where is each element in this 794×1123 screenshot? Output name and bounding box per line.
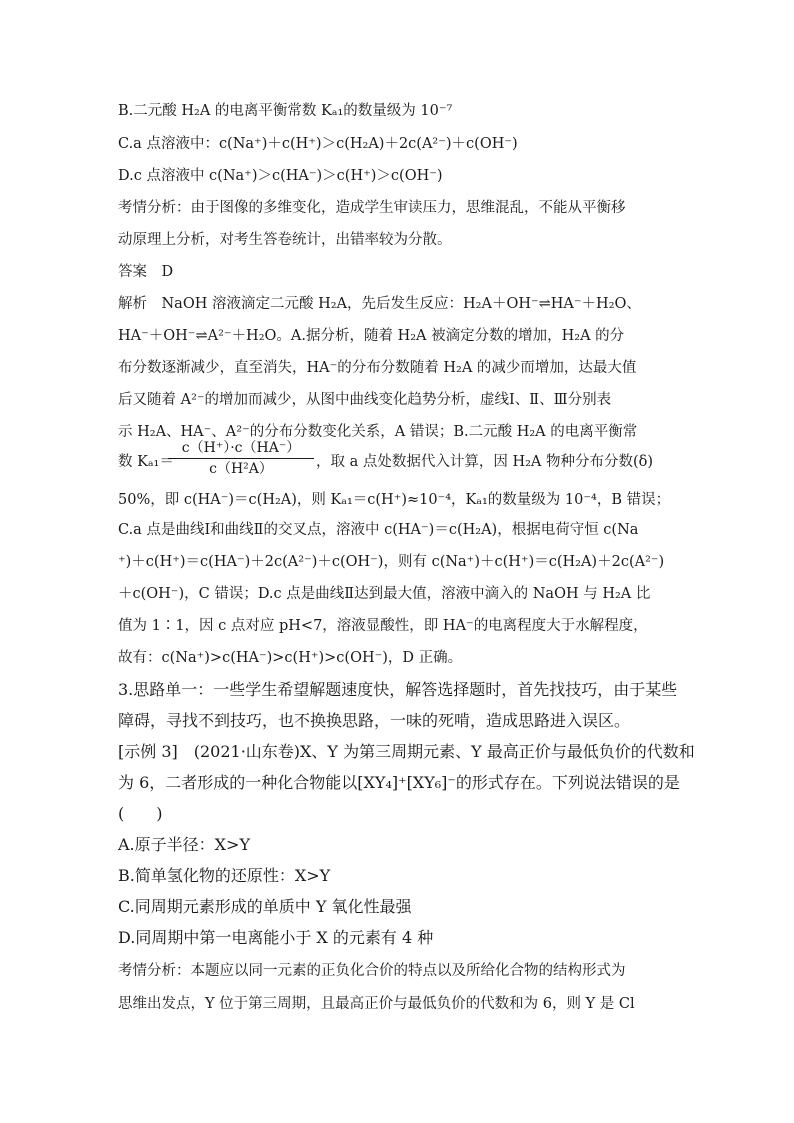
option-b-line: B.二元酸 H₂A 的电离平衡常数 Kₐ₁的数量级为 10⁻⁷ xyxy=(118,103,453,119)
section-3-line: 3.思路单一：一些学生希望解题速度快，解答选择题时，首先找技巧，由于某些 xyxy=(118,680,678,699)
example-3-line: 为 6，二者形成的一种化合物能以[XY₄]⁺[XY₆]⁻的形式存在。下列说法错误的是 xyxy=(118,773,680,792)
analysis-line: 考情分析：由于图像的多维变化，造成学生审读压力，思维混乱，不能从平衡移 xyxy=(118,200,626,216)
explanation-line: ＋c(OH⁻)，C 错误；D.c 点是曲线Ⅱ达到最大值，溶液中滴入的 NaOH 与 H₂A 比 xyxy=(118,586,651,602)
explanation-line: 布分数逐渐减少，直至消失，HA⁻的分布分数随着 H₂A 的减少而增加，达最大值 xyxy=(118,360,637,376)
explanation-line: HA⁻＋OH⁻⇌A²⁻＋H₂O。A.据分析，随着 H₂A 被滴定分数的增加，H₂A 的分 xyxy=(118,328,625,344)
fraction-denominator: c（H²A） xyxy=(209,461,273,477)
explanation-line: 值为 1∶1，因 c 点对应 pH<7，溶液显酸性，即 HA⁻的电离程度大于水解程度， xyxy=(118,618,648,634)
formula-prefix: 数 Kₐ₁＝ xyxy=(118,454,174,470)
explanation-line: 故有：c(Na⁺)>c(HA⁻)>c(H⁺)>c(OH⁻)，D 正确。 xyxy=(118,650,463,666)
option-a-line: A.原子半径：X>Y xyxy=(118,835,251,854)
option-d-line: D.同周期中第一电离能小于 X 的元素有 4 种 xyxy=(118,928,434,947)
ka1-fraction xyxy=(168,440,314,477)
analysis-line: 考情分析：本题应以同一元素的正负化合价的特点以及所给化合物的结构形式为 xyxy=(118,963,626,979)
formula-suffix: ，取 a 点处数据代入计算，因 H₂A 物种分布分数(δ) xyxy=(316,454,654,470)
fraction-numerator: c（H⁺）·c（HA⁻） xyxy=(181,440,301,456)
option-c-line: C.同周期元素形成的单质中 Y 氧化性最强 xyxy=(118,897,412,916)
explanation-line: 后又随着 A²⁻的增加而减少，从图中曲线变化趋势分析，虚线Ⅰ、Ⅱ、Ⅲ分别表 xyxy=(118,392,612,408)
explanation-line: 解析 NaOH 溶液滴定二元酸 H₂A，先后发生反应：H₂A＋OH⁻⇌HA⁻＋H₂O、 xyxy=(118,296,641,312)
analysis-line: 动原理上分析，对考生答卷统计，出错率较为分散。 xyxy=(118,232,452,248)
section-3-line: 障碍，寻找不到技巧，也不换换思路，一味的死啃，造成思路进入误区。 xyxy=(118,711,631,730)
example-3-line: [示例 3] (2021·山东卷)X、Y 为第三周期元素、Y 最高正价与最低负价的代数和 xyxy=(118,742,695,761)
option-c-line: C.a 点溶液中：c(Na⁺)＋c(H⁺)＞c(H₂A)＋2c(A²⁻)＋c(OH⁻) xyxy=(118,136,518,152)
option-b-line: B.简单氢化物的还原性：X>Y xyxy=(118,866,331,885)
explanation-line: 50%，即 c(HA⁻)＝c(H₂A)，则 Kₐ₁＝c(H⁺)≈10⁻⁴，Kₐ₁的数量级为 10⁻⁴，B 错误； xyxy=(118,492,671,508)
explanation-line: C.a 点是曲线Ⅰ和曲线Ⅱ的交叉点，溶液中 c(HA⁻)＝c(H₂A)，根据电荷守恒 c(Na xyxy=(118,522,639,538)
answer-blank: ( ) xyxy=(118,804,163,823)
explanation-line: 示 H₂A、HA⁻、A²⁻的分布分数变化关系，A 错误；B.二元酸 H₂A 的电离平衡常 xyxy=(118,424,638,440)
analysis-line: 思维出发点，Y 位于第三周期，且最高正价与最低负价的代数和为 6，则 Y 是 Cl xyxy=(118,996,635,1012)
fraction-bar xyxy=(168,458,314,459)
explanation-line: ⁺)＋c(H⁺)＝c(HA⁻)＋2c(A²⁻)＋c(OH⁻)，则有 c(Na⁺)＋c(H⁺)＝c(H₂A)＋2c(A²⁻) xyxy=(118,554,665,570)
option-d-line: D.c 点溶液中 c(Na⁺)＞c(HA⁻)＞c(H⁺)＞c(OH⁻) xyxy=(118,168,443,184)
answer-line: 答案 D xyxy=(118,264,174,280)
